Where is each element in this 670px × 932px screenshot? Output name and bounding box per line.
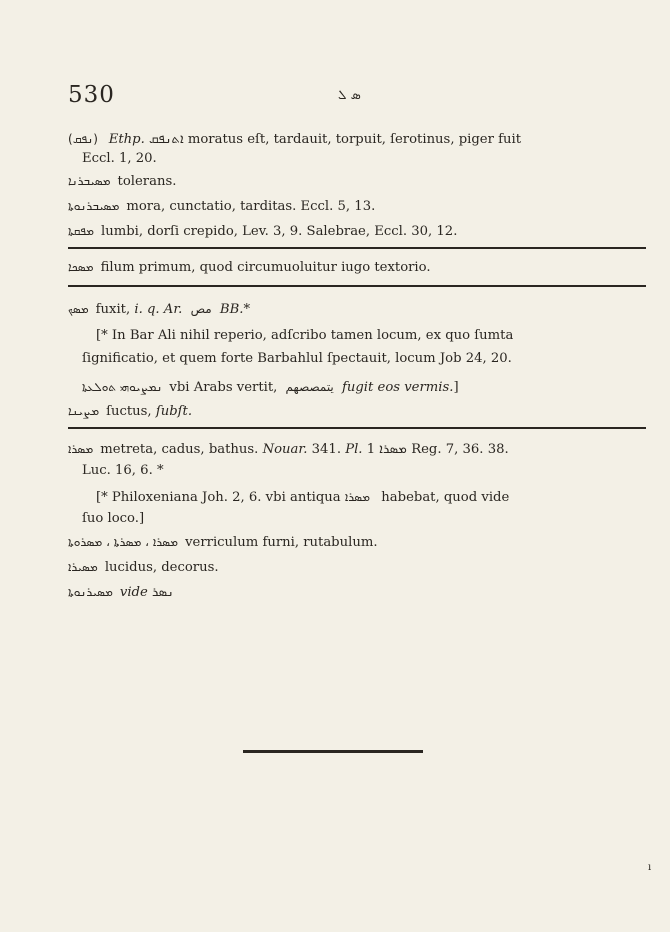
entry-text: 341. bbox=[307, 442, 346, 457]
entry-text: [* Philoxeniana Joh. 2, 6. vbi antiqua bbox=[96, 490, 345, 505]
entry-line bbox=[68, 558, 219, 577]
entry-text: i. q. Ar. bbox=[134, 302, 183, 317]
entry-text: vbi Arabs vertit, bbox=[169, 380, 282, 395]
syriac-headword: ܡܣܝܪܢܘܬܐ bbox=[68, 585, 113, 599]
syriac-headword: ܡܣܝܒܪܢܘܬܐ bbox=[68, 199, 120, 213]
syriac-headword: ܡܣܟܐ bbox=[68, 260, 94, 274]
syriac-headword: ܡܦܩܬܐ bbox=[68, 224, 94, 238]
syriac-headword: ܡܣܪܐ bbox=[68, 442, 94, 456]
arabic-word: يتمصصهم bbox=[285, 380, 334, 394]
entry-text: Luc. 16, 6. * bbox=[82, 463, 164, 478]
entry-line bbox=[68, 300, 250, 319]
entry-text: habebat, quod vide bbox=[377, 490, 510, 505]
entry-line bbox=[68, 440, 509, 459]
entry-line bbox=[68, 583, 174, 602]
entry-text: metreta, cadus, bathus. bbox=[100, 442, 263, 457]
entry-line bbox=[82, 150, 157, 168]
entry-text: vide bbox=[119, 585, 148, 600]
entry-text: fuxit, bbox=[95, 302, 135, 317]
entry-text: filum primum, quod circumuoluitur iugo textorio. bbox=[100, 260, 431, 275]
entry-line bbox=[82, 378, 459, 397]
entry-line bbox=[82, 350, 512, 368]
entry-text: verriculum furni, rutabulum. bbox=[185, 535, 378, 550]
entry-text: ſignificatio, et quem forte Barbahlul ſpectauit, locum Job 24, 20. bbox=[82, 351, 512, 366]
entry-text: BB. bbox=[219, 302, 244, 317]
entry-line bbox=[68, 258, 431, 277]
entry-text: Eccl. 1, 20. bbox=[82, 151, 157, 166]
entry-line bbox=[68, 197, 375, 216]
running-head: ܣ ܠ bbox=[338, 88, 361, 103]
signature-mark: ı bbox=[648, 862, 652, 873]
entry-text: Ethp. bbox=[108, 132, 145, 147]
syriac-headword: ܡܣܟ bbox=[68, 302, 89, 316]
entry-text: Pl. bbox=[345, 442, 363, 457]
entry-text: * bbox=[243, 302, 251, 317]
entry-line bbox=[68, 130, 521, 149]
entry-line bbox=[96, 488, 509, 507]
entry-text bbox=[182, 302, 186, 317]
page-number: 530 bbox=[68, 82, 115, 108]
entry-text: mora, cunctatio, tarditas. Eccl. 5, 13. bbox=[126, 199, 376, 214]
entry-text: ſuo loco.] bbox=[82, 511, 145, 526]
arabic-word: مص bbox=[190, 302, 212, 316]
entry-line bbox=[68, 172, 176, 191]
entry-line bbox=[68, 533, 378, 552]
syriac-headword: ܢܡܨܝܘܗܝ ܬܘܠܥܬܐ bbox=[82, 380, 163, 394]
end-rule bbox=[243, 750, 423, 753]
entry-text: lucidus, decorus. bbox=[104, 560, 219, 575]
page-header bbox=[68, 82, 628, 112]
syriac-headword: ܡܨܝܢܐ bbox=[68, 404, 100, 418]
syriac-headword: (ܢܦܩ) bbox=[68, 132, 102, 146]
entry-line bbox=[82, 462, 164, 480]
entry-line bbox=[68, 222, 457, 241]
entry-line bbox=[68, 402, 192, 421]
section-rule bbox=[68, 427, 646, 429]
section-rule bbox=[68, 285, 646, 287]
entry-text: fugit eos vermis. bbox=[341, 380, 454, 395]
entry-text: ſubſt. bbox=[155, 404, 193, 419]
entry-text: ſuctus, bbox=[106, 404, 156, 419]
entry-line bbox=[96, 327, 513, 345]
syriac-headword: ܡܣܪܐ ، ܡܣܪܬܐ ، ܡܣܪܘܬܐ bbox=[68, 535, 179, 549]
syriac-word: ܡܣܪܐ bbox=[344, 490, 371, 504]
syriac-headword: ܡܣܝܪܐ bbox=[68, 560, 98, 574]
entry-text: lumbi, dorſi crepido, Lev. 3, 9. Salebrae, Eccl. 30, 12. bbox=[101, 224, 458, 239]
section-rule bbox=[68, 247, 646, 249]
entry-text: ܐܬܢܦܩ moratus eſt, tardauit, torpuit, ſerotinus, piger fuit bbox=[144, 132, 521, 147]
entry-text: Nouar. bbox=[262, 442, 308, 457]
entry-text: ܡܣܪܐ 1 Reg. 7, 36. 38. bbox=[362, 442, 509, 457]
entry-text: [* In Bar Ali nihil reperio, adſcribo tamen locum, ex quo ſumta bbox=[96, 328, 514, 343]
entry-text: ] bbox=[453, 380, 459, 395]
entry-text: tolerans. bbox=[117, 174, 177, 189]
syriac-headword: ܡܣܝܒܪܢܐ bbox=[68, 174, 111, 188]
entry-text: ܢܣܪ bbox=[147, 585, 174, 600]
entry-line bbox=[82, 510, 144, 528]
